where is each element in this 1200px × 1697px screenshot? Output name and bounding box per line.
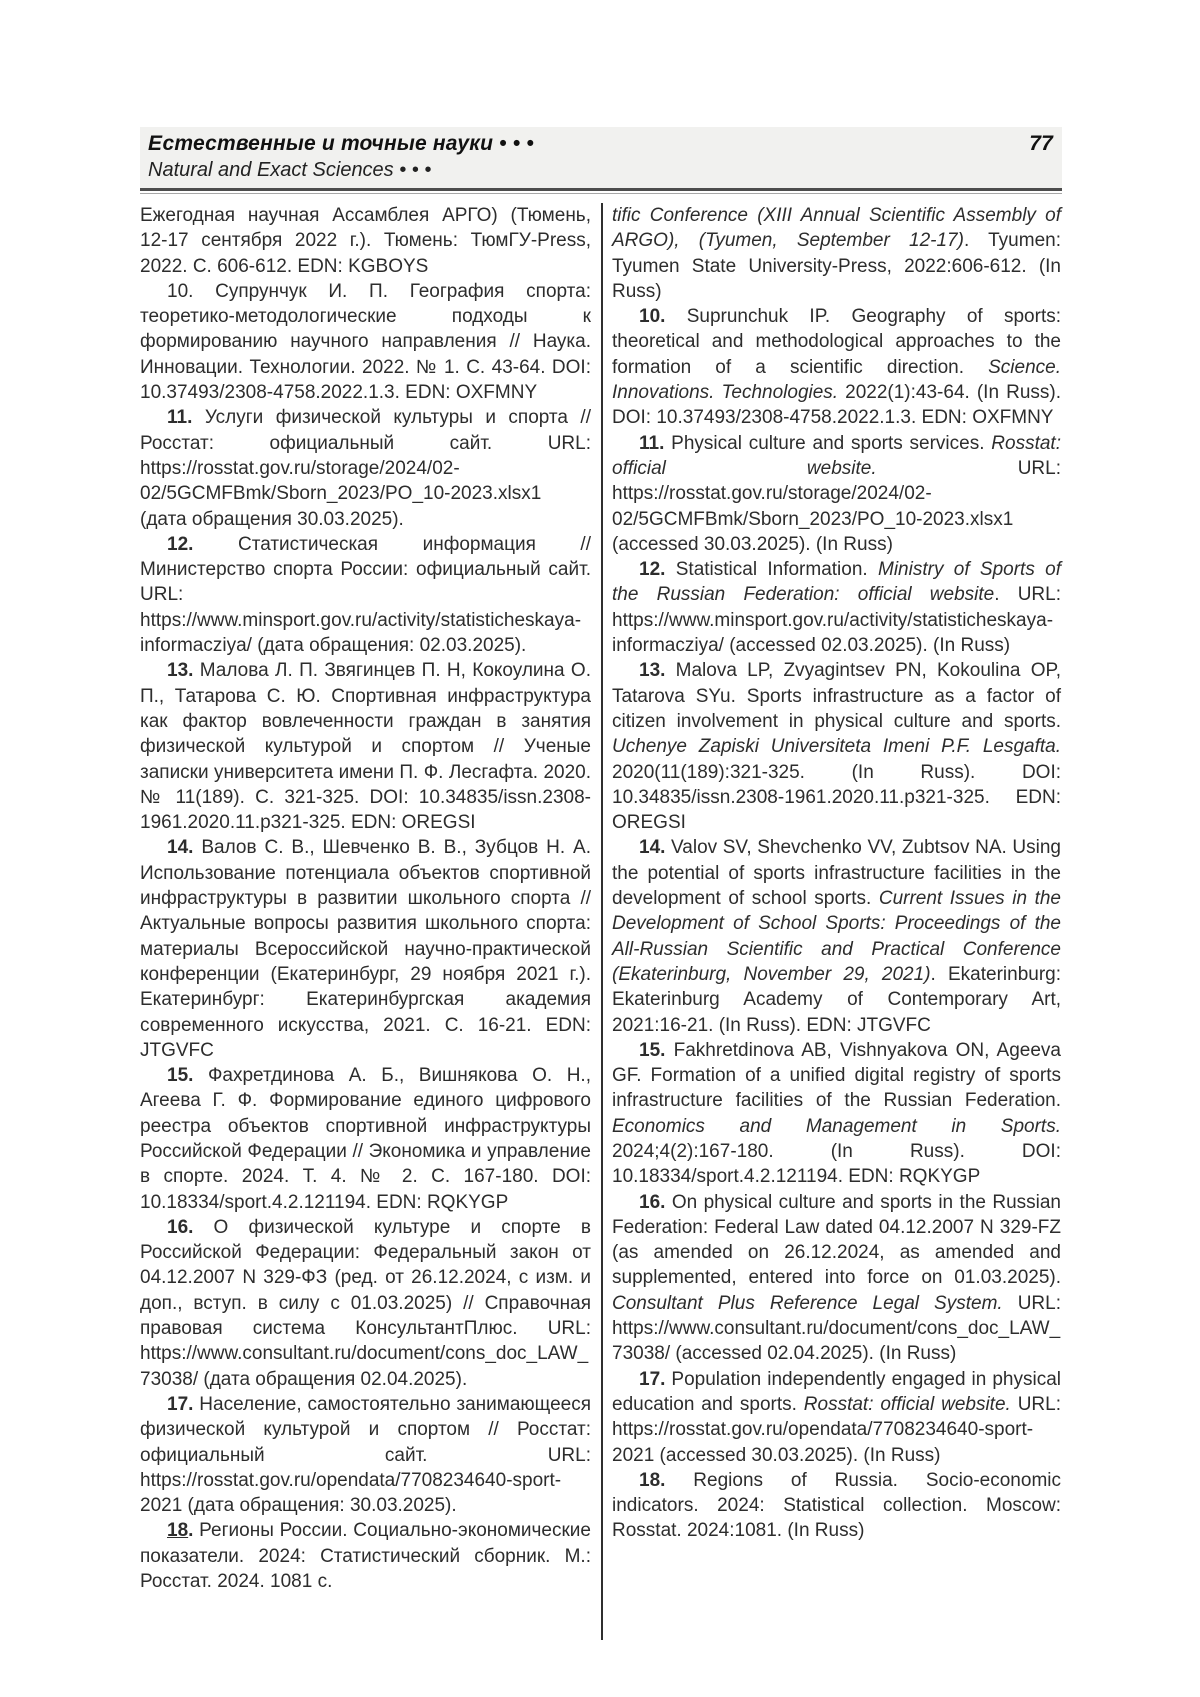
reference-text-segment: 12. [639,559,666,581]
reference-text-segment: 13. [639,660,666,682]
reference-item [140,532,591,658]
reference-text-segment: Consultant Plus Reference Legal System. [612,1292,1003,1314]
header-title-ru: Естественные и точные науки • • • [148,132,534,155]
reference-text-segment: Physical culture and sports services. [664,432,992,454]
reference-text-segment: Science. Innovations. Technologies. [612,356,1061,404]
reference-text-segment: 10. Супрунчук И. П. География спорта: теоретико-методологические подходы к формированию научного направления // Наука. Инновации. Технологии. 2022. № 1. С. 43-64. DOI: 10.37493/2308-4758.2022.1.3. EDN: OXFMNY [140,280,591,404]
reference-text-segment: Valov SV, Shevchenko VV, Zubtsov NA. Using the potential of sports infrastructure facilities in the development of school sports. [612,837,1061,910]
reference-text-segment: URL: https://rosstat.gov.ru/storage/2024/02-02/5GCMFBmk/Sborn_2023/PO_10-2023.xlsx1 (accessed 30.03.2025). (In Russ) [612,457,1061,555]
reference-text-segment: Население, самостоятельно занимающееся физической культурой и спортом // Росстат: официальный сайт. URL: https://rosstat.gov.ru/opendata/7708234640-sport-2021 (дата обращения: 30.03.2025). [140,1393,591,1517]
reference-text-segment: . Tyumen: Tyumen State University-Press, 2022:606-612. (In Russ) [612,230,1061,302]
column-divider [601,203,603,1640]
reference-item [612,203,1061,304]
reference-text-segment: 2022(1):43-64. (In Russ). DOI: 10.37493/2308-4758.2022.1.3. EDN: OXFMNY [612,382,1061,429]
reference-text-segment: Statistical Information. [665,559,878,581]
reference-text-segment: 14. [167,837,194,859]
reference-item [612,835,1061,1037]
reference-item [612,431,1061,557]
reference-item [140,1392,591,1518]
reference-text-segment: Fakhretdinova AB, Vishnyakova ON, Ageeva GF. Formation of a unified digital registry of sports infrastructure facilities of the Russian Federation. [612,1039,1061,1112]
reference-text-segment: 10. [639,306,666,328]
reference-text-segment: Регионы России. Социально-экономические показатели. 2024: Статистический сборник. М.: Росстат. 2024. 1081 с. [140,1520,591,1593]
reference-text-segment: Rosstat: official website. [612,432,1061,479]
reference-text-segment: Uchenye Zapiski Universiteta Imeni P.F. Lesgafta. [612,736,1061,758]
reference-text-segment: Валов С. В., Шевченко В. В., Зубцов Н. А. Использование потенциала объектов спортивной инфраструктуры в развитии школьного спорта // Актуальные вопросы развития школьного спорта: материалы Всероссийской научно-практической конференции (Екатеринбург, 29 ноября 2021 г.). Екатеринбург: Екатеринбургская академия современного искусства, 2021. С. 16-21. EDN: JTGVFC [140,837,591,1061]
header-rule-dark [140,188,1062,191]
references-section [140,203,1062,1640]
page-header [140,127,1062,188]
reference-item [612,557,1061,658]
references-right-column [612,203,1061,1640]
reference-text-segment: . Ekaterinburg: Ekaterinburg Academy of Contemporary Art, 2021:16-21. (In Russ). EDN: JTGVFC [612,963,1061,1036]
reference-text-segment: 17. [639,1368,666,1390]
reference-text-segment: 11. [639,432,665,454]
reference-item [140,1063,591,1215]
reference-text-segment: Фахретдинова А. Б., Вишнякова О. Н., Агеева Г. Ф. Формирование единого цифрового реестра объектов спортивной инфраструктуры Российской Федерации // Экономика и управление в спорте. 2024. Т. 4. № 2. С. 167-180. DOI: 10.18334/sport.4.2.121194. EDN: RQKYGP [140,1065,591,1213]
reference-item [612,1038,1061,1190]
reference-text-segment: 14. [639,837,666,859]
reference-text-segment: Current Issues in the Development of School Sports: Proceedings of the All-Russian Scientific and Practical Conference (Ekaterinburg, November 29, 2021) [612,888,1061,985]
reference-item [612,1468,1061,1544]
reference-text-segment: 11. [167,407,193,429]
reference-text-segment: URL: https://rosstat.gov.ru/opendata/7708234640-sport-2021 (accessed 30.03.2025). (In Russ) [612,1393,1061,1466]
reference-text-segment: 15. [639,1039,666,1061]
reference-text-segment: 13. [167,660,194,682]
reference-text-segment: 2020(11(189):321-325. (In Russ). DOI: 10.34835/issn.2308-1961.2020.11.p321-325. EDN: OREGSI [612,761,1061,834]
reference-item [140,658,591,835]
reference-text-segment: Малова Л. П. Звягинцев П. Н, Кокоулина О. П., Татарова С. Ю. Спортивная инфраструктура как фактор вовлеченности граждан в занятия физической культурой и спортом // Ученые записки университета имени П. Ф. Лесгафта. 2020. № 11(189). С. 321-325. DOI: 10.34835/issn.2308-1961.2020.11.p321-325. EDN: OREGSI [140,660,591,834]
column-gap [591,203,612,1640]
reference-text-segment: 18. [639,1469,666,1491]
reference-text-segment: 2024;4(2):167-180. (In Russ). DOI: 10.18334/sport.4.2.121194. EDN: RQKYGP [612,1140,1061,1188]
header-title-en: Natural and Exact Sciences • • • [148,159,432,181]
reference-item [612,304,1061,430]
reference-text-segment: 15. [167,1065,194,1087]
reference-item [612,1190,1061,1367]
reference-item [612,1367,1061,1468]
reference-text-segment: Regions of Russia. Socio-economic indicators. 2024: Statistical collection. Moscow: Rosstat. 2024:1081. (In Russ) [612,1469,1061,1542]
reference-text-segment: 16. [167,1216,194,1238]
reference-text-segment: Malova LP, Zvyagintsev PN, Kokoulina OP, Tatarova SYu. Sports infrastructure as a factor of citizen involvement in physical culture and sports. [612,660,1061,732]
reference-text-segment: On physical culture and sports in the Russian Federation: Federal Law dated 04.12.2007 N 329-FZ (as amended on 26.12.2024, as amended and supplemented, entered into force on 01.03.2025). [612,1191,1061,1289]
reference-text-segment: Rosstat: official website. [803,1393,1011,1415]
header-rule-light [140,193,1062,194]
page-number: 77 [1029,132,1053,155]
reference-text-segment: tific Conference (XIII Annual Scientific Assembly of ARGO), (Tyumen, September 12-17) [612,205,1061,252]
reference-text-segment: . [188,1520,194,1542]
reference-text-segment: Статистическая информация // Министерство спорта России: официальный сайт. URL: https://www.minsport.gov.ru/activity/statisticheskaya-informacziya/ (дата обращения: 02.03.2025). [140,533,591,657]
references-left-column [140,203,591,1640]
reference-text-segment: Ежегодная научная Ассамблея АРГО) (Тюмень, 12-17 сентября 2022 г.). Тюмень: ТюмГУ-Press, 2022. С. 606-612. EDN: KGBOYS [140,205,591,277]
reference-text-segment: Услуги физической культуры и спорта // Росстат: официальный сайт. URL: https://rosstat.gov.ru/storage/2024/02-02/5GCMFBmk/Sborn_2023/PO_10-2023.xlsx1 (дата обращения 30.03.2025). [140,407,591,530]
reference-text-segment: 17. [167,1393,194,1415]
reference-item [140,279,591,405]
header-row-russian [148,132,1053,156]
reference-text-segment: 12. [167,533,194,555]
reference-item [140,203,591,279]
reference-text-segment: 18 [167,1520,189,1542]
reference-text-segment: URL: https://www.consultant.ru/document/cons_doc_LAW_73038/ (accessed 02.04.2025). (In Russ) [612,1292,1062,1365]
reference-text-segment: Ministry of Sports of the Russian Federation: official website [612,559,1061,606]
reference-item [140,405,591,531]
reference-item [140,1215,591,1392]
reference-item [140,835,591,1063]
reference-text-segment: Suprunchuk IP. Geography of sports: theoretical and methodological approaches to the formation of a scientific direction. [612,306,1061,378]
reference-text-segment: О физической культуре и спорте в Российской Федерации: Федеральный закон от 04.12.2007 N 329-ФЗ (ред. от 26.12.2024, с изм. и доп., вступ. в силу с 01.03.2025) // Справочная правовая система КонсультантПлюс. URL: https://www.consultant.ru/document/cons_doc_LAW_73038/ (дата обращения 02.04.2025). [140,1216,591,1390]
reference-text-segment: Economics and Management in Sports. [612,1115,1061,1137]
reference-text-segment: . URL: https://www.minsport.gov.ru/activity/statisticheskaya-informacziya/ (accessed 02.03.2025). (In Russ) [612,584,1061,657]
reference-item [140,1518,591,1594]
reference-text-segment: 16. [639,1191,666,1213]
reference-item [612,658,1061,835]
reference-text-segment: Population independently engaged in physical education and sports. [612,1368,1061,1415]
